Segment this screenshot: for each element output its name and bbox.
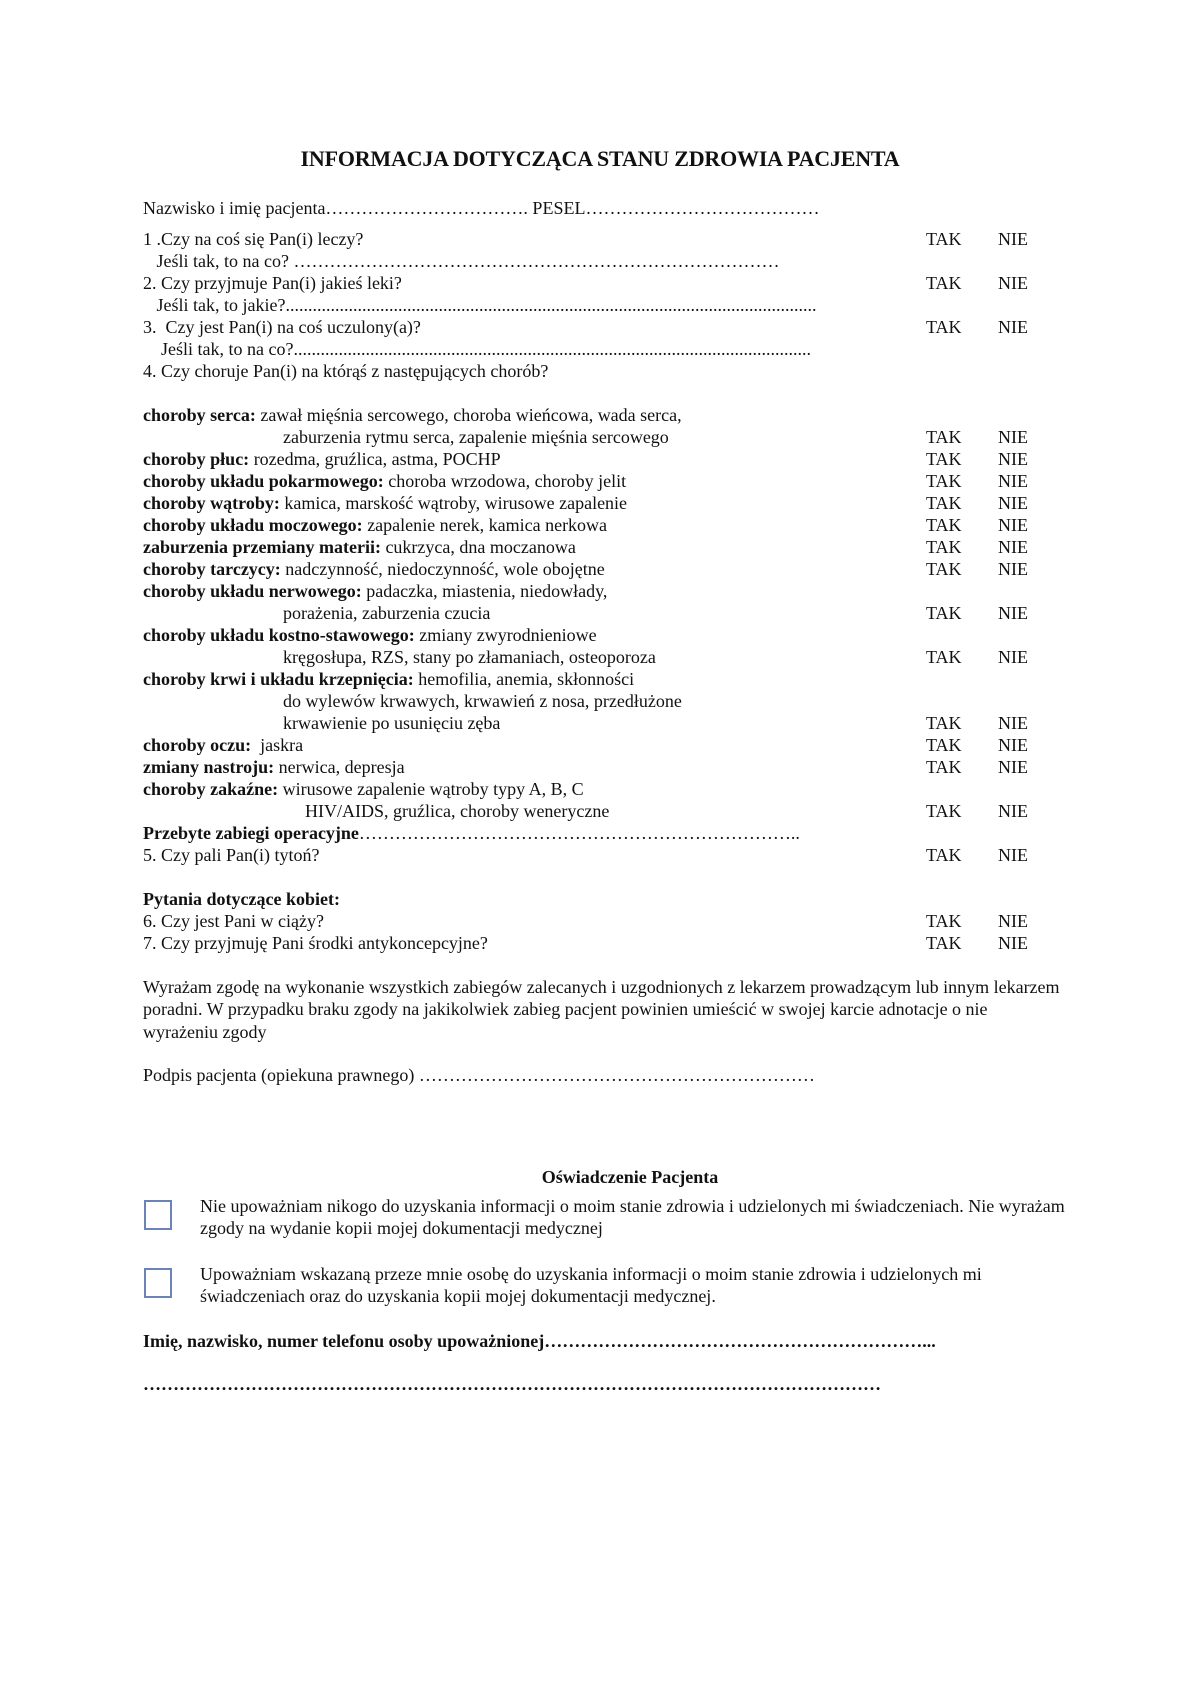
disease-desc: zawał mięśnia sercowego, choroba wieńcowa, wada serca, [255, 405, 682, 425]
question-3-followup[interactable]: Jeśli tak, to na co?................................................................................................................... [143, 339, 811, 359]
digestive-yes-option[interactable]: TAK [926, 471, 962, 491]
disease-desc: choroba wrzodowa, choroby jelit [383, 471, 627, 491]
question-7: 7. Czy przyjmuję Pani środki antykoncepcyjne? [143, 933, 488, 953]
q5-yes-option[interactable]: TAK [926, 845, 962, 865]
disease-label: choroby układu kostno-stawowego: [143, 625, 415, 645]
disease-metabolic [143, 536, 576, 558]
q1-no-option[interactable]: NIE [998, 229, 1028, 249]
q3-no-option[interactable]: NIE [998, 317, 1028, 337]
declaration-title: Oświadczenie Pacjenta [541, 1167, 719, 1187]
mood-yes-option[interactable]: TAK [926, 757, 962, 777]
disease-label: choroby układu pokarmowego: [143, 471, 384, 491]
disease-eyes [143, 734, 303, 756]
thyroid-yes-option[interactable]: TAK [926, 559, 962, 579]
mood-no-option[interactable]: NIE [998, 757, 1028, 777]
disease-heart-cont: zaburzenia rytmu serca, zapalenie mięśnia sercowego [283, 427, 669, 447]
disease-label: zmiany nastroju: [143, 757, 275, 777]
infectious-no-option[interactable]: NIE [998, 801, 1028, 821]
urinary-yes-option[interactable]: TAK [926, 515, 962, 535]
disease-digestive [143, 470, 626, 492]
q7-no-option[interactable]: NIE [998, 933, 1028, 953]
metabolic-no-option[interactable]: NIE [998, 537, 1028, 557]
nervous-yes-option[interactable]: TAK [926, 603, 962, 623]
heart-yes-option[interactable]: TAK [926, 427, 962, 447]
disease-label: choroby krwi i układu krzepnięcia: [143, 669, 414, 689]
q3-yes-option[interactable]: TAK [926, 317, 962, 337]
disease-desc: zapalenie nerek, kamica nerkowa [362, 515, 608, 535]
surgeries-field[interactable] [143, 822, 800, 844]
disease-desc: kamica, marskość wątroby, wirusowe zapalenie [279, 493, 628, 513]
declaration-option-1-text: Nie upoważniam nikogo do uzyskania informacji o moim stanie zdrowia i udzielonych mi świadczeniach. Nie wyrażam zgody na wydanie kopii mojej dokumentacji medycznej [200, 1196, 1065, 1239]
question-1-followup[interactable]: Jeśli tak, to na co? ……………………………………………………………………… [143, 251, 780, 271]
q6-yes-option[interactable]: TAK [926, 911, 962, 931]
declaration-option-1-checkbox[interactable] [144, 1200, 172, 1230]
nervous-no-option[interactable]: NIE [998, 603, 1028, 623]
q1-yes-option[interactable]: TAK [926, 229, 962, 249]
eyes-yes-option[interactable]: TAK [926, 735, 962, 755]
liver-no-option[interactable]: NIE [998, 493, 1028, 513]
disease-label: choroby płuc: [143, 449, 250, 469]
disease-liver [143, 492, 627, 514]
digestive-no-option[interactable]: NIE [998, 471, 1028, 491]
patient-signature-field[interactable]: Podpis pacjenta (opiekuna prawnego) ………………………………………………………… [143, 1065, 815, 1085]
musculoskeletal-yes-option[interactable]: TAK [926, 647, 962, 667]
question-6: 6. Czy jest Pani w ciąży? [143, 911, 324, 931]
disease-desc: padaczka, miastenia, niedowłady, [361, 581, 608, 601]
disease-thyroid [143, 558, 605, 580]
women-questions-heading: Pytania dotyczące kobiet: [143, 889, 340, 909]
lungs-no-option[interactable]: NIE [998, 449, 1028, 469]
question-5: 5. Czy pali Pan(i) tytoń? [143, 845, 320, 865]
disease-label: choroby zakaźne: [143, 779, 279, 799]
disease-urinary [143, 514, 607, 536]
disease-blood-cont-1: do wylewów krwawych, krwawień z nosa, przedłużone [283, 691, 682, 711]
disease-desc: jaskra [251, 735, 304, 755]
disease-mood [143, 756, 405, 778]
disease-nervous [143, 580, 607, 602]
eyes-no-option[interactable]: NIE [998, 735, 1028, 755]
authorized-person-field-cont[interactable]: …………………………………………………………………………………………………………… [143, 1374, 881, 1394]
blood-no-option[interactable]: NIE [998, 713, 1028, 733]
disease-heart [143, 404, 682, 426]
disease-label: choroby układu moczowego: [143, 515, 363, 535]
lungs-yes-option[interactable]: TAK [926, 449, 962, 469]
surgeries-label: Przebyte zabiegi operacyjne [143, 823, 359, 843]
question-3: 3. Czy jest Pan(i) na coś uczulony(a)? [143, 317, 421, 337]
question-4: 4. Czy choruje Pan(i) na którąś z następujących chorób? [143, 361, 549, 381]
disease-label: choroby serca: [143, 405, 256, 425]
disease-blood [143, 668, 634, 690]
declaration-option-2-text: Upoważniam wskazaną przeze mnie osobę do uzyskania informacji o moim stanie zdrowia i udzielonych mi świadczeniach oraz do uzyskania kopii mojej dokumentacji medycznej. [200, 1264, 982, 1307]
question-2-followup[interactable]: Jeśli tak, to jakie?...................................................................................................................... [143, 295, 817, 315]
musculoskeletal-no-option[interactable]: NIE [998, 647, 1028, 667]
surgeries-dots[interactable]: ……………………………………………………………….. [358, 823, 800, 843]
disease-label: choroby wątroby: [143, 493, 280, 513]
disease-desc: nadczynność, niedoczynność, wole obojętne [280, 559, 605, 579]
disease-label: choroby tarczycy: [143, 559, 281, 579]
disease-nervous-cont: porażenia, zaburzenia czucia [283, 603, 491, 623]
blood-yes-option[interactable]: TAK [926, 713, 962, 733]
disease-infectious [143, 778, 584, 800]
q2-no-option[interactable]: NIE [998, 273, 1028, 293]
q2-yes-option[interactable]: TAK [926, 273, 962, 293]
q6-no-option[interactable]: NIE [998, 911, 1028, 931]
q7-yes-option[interactable]: TAK [926, 933, 962, 953]
question-2: 2. Czy przyjmuje Pan(i) jakieś leki? [143, 273, 402, 293]
disease-lungs [143, 448, 501, 470]
disease-label: choroby układu nerwowego: [143, 581, 362, 601]
disease-desc: zmiany zwyrodnieniowe [414, 625, 597, 645]
disease-desc: rozedma, gruźlica, astma, POCHP [249, 449, 501, 469]
page-title: INFORMACJA DOTYCZĄCA STANU ZDROWIA PACJENTA [300, 146, 900, 171]
disease-blood-cont-2: krwawienie po usunięciu zęba [283, 713, 501, 733]
consent-paragraph: Wyrażam zgodę na wykonanie wszystkich zabiegów zalecanych i uzgodnionych z lekarzem prowadzącym lub innym lekarzem poradni. W przypadku braku zgody na jakikolwiek zabieg pacjent powinien umieścić w swojej karcie adnotacje o nie wyrażeniu zgody [143, 977, 1060, 1042]
disease-label: zaburzenia przemiany materii: [143, 537, 381, 557]
metabolic-yes-option[interactable]: TAK [926, 537, 962, 557]
urinary-no-option[interactable]: NIE [998, 515, 1028, 535]
patient-name-pesel-field[interactable]: Nazwisko i imię pacjenta……………………………. PESEL………………………………… [143, 198, 820, 218]
disease-label: choroby oczu: [143, 735, 252, 755]
heart-no-option[interactable]: NIE [998, 427, 1028, 447]
disease-desc: cukrzyca, dna moczanowa [380, 537, 576, 557]
authorized-person-field[interactable]: Imię, nazwisko, numer telefonu osoby upoważnionej………………………………………………………... [143, 1331, 936, 1351]
disease-musculoskeletal-cont: kręgosłupa, RZS, stany po złamaniach, osteoporoza [283, 647, 656, 667]
declaration-option-2-checkbox[interactable] [144, 1268, 172, 1298]
disease-desc: hemofilia, anemia, skłonności [413, 669, 635, 689]
disease-infectious-cont: HIV/AIDS, gruźlica, choroby weneryczne [305, 801, 610, 821]
q5-no-option[interactable]: NIE [998, 845, 1028, 865]
disease-desc: nerwica, depresja [274, 757, 405, 777]
disease-musculoskeletal [143, 624, 597, 646]
question-1: 1 .Czy na coś się Pan(i) leczy? [143, 229, 364, 249]
thyroid-no-option[interactable]: NIE [998, 559, 1028, 579]
liver-yes-option[interactable]: TAK [926, 493, 962, 513]
infectious-yes-option[interactable]: TAK [926, 801, 962, 821]
disease-desc: wirusowe zapalenie wątroby typy A, B, C [278, 779, 584, 799]
